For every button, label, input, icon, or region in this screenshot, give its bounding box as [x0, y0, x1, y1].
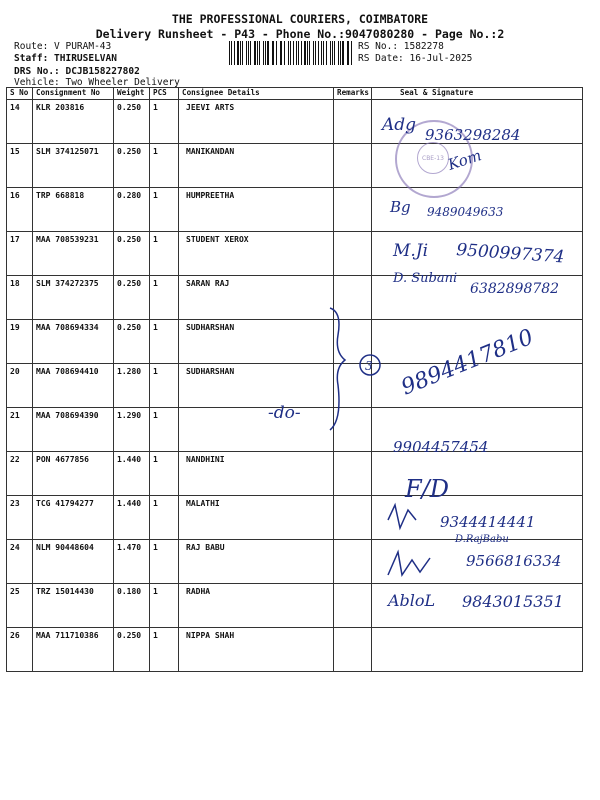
barcode-bar [298, 41, 299, 65]
phone-row24: 9344414441 [440, 513, 536, 531]
row-consignment-no: MAA 711710386 [33, 628, 114, 672]
table-row [7, 452, 583, 496]
barcode-bar [280, 41, 281, 65]
barcode-bar [229, 41, 230, 65]
row-seal-signature [372, 188, 583, 232]
rs-date: RS Date: 16-Jul-2025 [358, 53, 473, 64]
row-sno: 19 [7, 320, 33, 364]
sig-row16: Bg [390, 198, 411, 216]
col-consignee: Consignee Details [179, 88, 334, 100]
row-remarks [334, 144, 372, 188]
row-consignment-no: KLR 203816 [33, 100, 114, 144]
row-weight: 0.250 [114, 628, 150, 672]
table-row [7, 144, 583, 188]
barcode-bar [301, 41, 302, 65]
barcode-bar [304, 41, 306, 65]
barcode-bar [257, 41, 258, 65]
drs-label: DRS No.: DCJB158227802 [14, 66, 140, 77]
row-pcs: 1 [150, 320, 179, 364]
table-row [7, 496, 583, 540]
sig-row15: Kom [445, 146, 484, 174]
sig-row14: Adg [382, 115, 417, 135]
barcode-bar [340, 41, 341, 65]
barcode-bar [348, 41, 349, 65]
row-seal-signature [372, 364, 583, 408]
ditto-mark-row21: -do- [268, 403, 301, 423]
row-consignment-no: MAA 708694410 [33, 364, 114, 408]
row-sno: 23 [7, 496, 33, 540]
row-weight: 1.470 [114, 540, 150, 584]
barcode-bar [248, 41, 249, 65]
row-consignment-no: SLM 374125071 [33, 144, 114, 188]
runsheet-subtitle: Delivery Runsheet - P43 - Phone No.:9047080280 - Page No.:2 [95, 27, 505, 41]
barcode-bar [273, 41, 274, 65]
row-seal-signature [372, 584, 583, 628]
barcode-bar [330, 41, 331, 65]
phone-row18: 6382898782 [470, 281, 560, 297]
barcode [229, 41, 355, 65]
name-row24: D.RajBabu [455, 534, 509, 545]
row-seal-signature [372, 232, 583, 276]
table-row [7, 364, 583, 408]
barcode-bar [307, 41, 308, 65]
row-remarks [334, 364, 372, 408]
row-remarks [334, 496, 372, 540]
table-row [7, 188, 583, 232]
col-sno: S No [7, 88, 33, 100]
row-pcs: 1 [150, 364, 179, 408]
col-remarks: Remarks [334, 88, 372, 100]
barcode-bar [293, 41, 294, 65]
row-consignee: SARAN RAJ [179, 276, 334, 320]
row-pcs: 1 [150, 188, 179, 232]
barcode-bar [313, 41, 314, 65]
barcode-bar [338, 41, 339, 65]
company-title: THE PROFESSIONAL COURIERS, COIMBATORE [171, 12, 429, 26]
phone-row25: 9566816334 [466, 552, 562, 570]
table-header-row [7, 88, 583, 100]
row-remarks [334, 408, 372, 452]
vehicle-label: Vehicle: Two Wheeler Delivery [14, 77, 180, 88]
row-weight: 1.440 [114, 496, 150, 540]
table-row [7, 100, 583, 144]
phone-row14: 9363298284 [425, 126, 521, 144]
row-sno: 20 [7, 364, 33, 408]
barcode-bar [267, 41, 269, 65]
row-pcs: 1 [150, 540, 179, 584]
row-sno: 22 [7, 452, 33, 496]
route-label: Route: V PURAM-43 [14, 41, 112, 52]
barcode-bar [296, 41, 297, 65]
row-remarks [334, 232, 372, 276]
barcode-bar [326, 41, 327, 65]
barcode-bar [240, 41, 241, 65]
row-consignee: NANDHINI [179, 452, 334, 496]
phone-row17: 9500997374 [455, 240, 565, 268]
row-pcs: 1 [150, 452, 179, 496]
row-consignee: NIPPA SHAH [179, 628, 334, 672]
barcode-bar [321, 41, 322, 65]
row-consignee [179, 408, 334, 452]
col-consignment: Consignment No [33, 88, 114, 100]
table-row [7, 628, 583, 672]
table-row [7, 584, 583, 628]
barcode-bar [281, 41, 282, 65]
row-seal-signature [372, 628, 583, 672]
row-weight: 1.280 [114, 364, 150, 408]
row-pcs: 1 [150, 100, 179, 144]
row-seal-signature [372, 540, 583, 584]
row-consignment-no: TRP 668818 [33, 188, 114, 232]
phone-row22: 9904457454 [393, 438, 489, 456]
barcode-bar [231, 41, 232, 65]
count-in-circle: 3 [365, 359, 373, 373]
barcode-bar [259, 41, 260, 65]
row-consignee: MALATHI [179, 496, 334, 540]
col-seal-signature: Seal & Signature [372, 88, 583, 100]
row-sno: 26 [7, 628, 33, 672]
office-stamp [395, 120, 473, 198]
table-row [7, 232, 583, 276]
row-remarks [334, 628, 372, 672]
row-sno: 14 [7, 100, 33, 144]
barcode-bar [250, 41, 251, 65]
barcode-bar [288, 41, 289, 65]
row-consignee: JEEVI ARTS [179, 100, 334, 144]
row-consignment-no: SLM 374272375 [33, 276, 114, 320]
row-consignment-no: PON 4677856 [33, 452, 114, 496]
barcode-bar [242, 41, 243, 65]
sig-row18: D. Subani [393, 271, 458, 286]
row-consignment-no: MAA 708694334 [33, 320, 114, 364]
row-pcs: 1 [150, 496, 179, 540]
mark-row23: F/D [405, 475, 449, 503]
row-sno: 21 [7, 408, 33, 452]
row-consignee: STUDENT XEROX [179, 232, 334, 276]
table-row [7, 540, 583, 584]
row-sno: 15 [7, 144, 33, 188]
row-consignee: RADHA [179, 584, 334, 628]
row-pcs: 1 [150, 276, 179, 320]
table-row [7, 408, 583, 452]
barcode-bar [272, 41, 273, 65]
barcode-bar [276, 41, 277, 65]
row-remarks [334, 452, 372, 496]
row-sno: 16 [7, 188, 33, 232]
table-row [7, 320, 583, 364]
barcode-bar [254, 41, 256, 65]
phone-row16: 9489049633 [427, 205, 504, 219]
row-weight: 0.250 [114, 276, 150, 320]
row-remarks [334, 320, 372, 364]
barcode-bar [265, 41, 266, 65]
phone-row26: 9843015351 [462, 592, 564, 611]
row-pcs: 1 [150, 232, 179, 276]
barcode-bar [315, 41, 316, 65]
row-weight: 1.290 [114, 408, 150, 452]
barcode-bar [246, 41, 247, 65]
barcode-bar [290, 41, 291, 65]
barcode-bar [332, 41, 333, 65]
barcode-bar [347, 41, 348, 65]
row-seal-signature [372, 320, 583, 364]
row-pcs: 1 [150, 408, 179, 452]
row-seal-signature [372, 276, 583, 320]
row-seal-signature [372, 496, 583, 540]
barcode-bar [318, 41, 319, 65]
row-remarks [334, 188, 372, 232]
row-remarks [334, 584, 372, 628]
row-weight: 0.250 [114, 232, 150, 276]
barcode-bar [237, 41, 239, 65]
sig-row26: AbloL [388, 591, 436, 610]
rs-number: RS No.: 1582278 [358, 41, 444, 52]
barcode-bar [263, 41, 264, 65]
row-weight: 0.250 [114, 100, 150, 144]
row-remarks [334, 100, 372, 144]
row-pcs: 1 [150, 584, 179, 628]
row-sno: 17 [7, 232, 33, 276]
row-consignment-no: TCG 41794277 [33, 496, 114, 540]
row-pcs: 1 [150, 144, 179, 188]
stamp-text: CBE-13 [422, 155, 444, 162]
row-sno: 25 [7, 584, 33, 628]
row-remarks [334, 540, 372, 584]
row-remarks [334, 276, 372, 320]
row-weight: 0.250 [114, 144, 150, 188]
table-row [7, 276, 583, 320]
row-seal-signature [372, 452, 583, 496]
col-pcs: PCS [150, 88, 179, 100]
row-weight: 0.180 [114, 584, 150, 628]
barcode-bar [342, 41, 344, 65]
barcode-bar [309, 41, 310, 65]
runsheet-table [6, 87, 583, 672]
row-sno: 24 [7, 540, 33, 584]
row-consignment-no: TRZ 15014430 [33, 584, 114, 628]
row-pcs: 1 [150, 628, 179, 672]
row-consignee: MANIKANDAN [179, 144, 334, 188]
barcode-bar [323, 41, 325, 65]
row-consignee: RAJ BABU [179, 540, 334, 584]
barcode-bar [284, 41, 286, 65]
row-weight: 1.440 [114, 452, 150, 496]
row-consignment-no: MAA 708539231 [33, 232, 114, 276]
staff-label: Staff: THIRUSELVAN [14, 53, 117, 64]
row-consignment-no: NLM 90448604 [33, 540, 114, 584]
row-consignee: HUMPREETHA [179, 188, 334, 232]
row-sno: 18 [7, 276, 33, 320]
row-weight: 0.280 [114, 188, 150, 232]
row-consignee: SUDHARSHAN [179, 320, 334, 364]
phone-rows-19-21: 9894417810 [397, 324, 538, 401]
row-consignment-no: MAA 708694390 [33, 408, 114, 452]
row-weight: 0.250 [114, 320, 150, 364]
row-seal-signature [372, 408, 583, 452]
sig-row17: M.Ji [393, 241, 429, 261]
barcode-bar [334, 41, 335, 65]
col-weight: Weight [114, 88, 150, 100]
barcode-bar [351, 41, 352, 65]
row-consignee: SUDHARSHAN [179, 364, 334, 408]
barcode-bar [234, 41, 235, 65]
